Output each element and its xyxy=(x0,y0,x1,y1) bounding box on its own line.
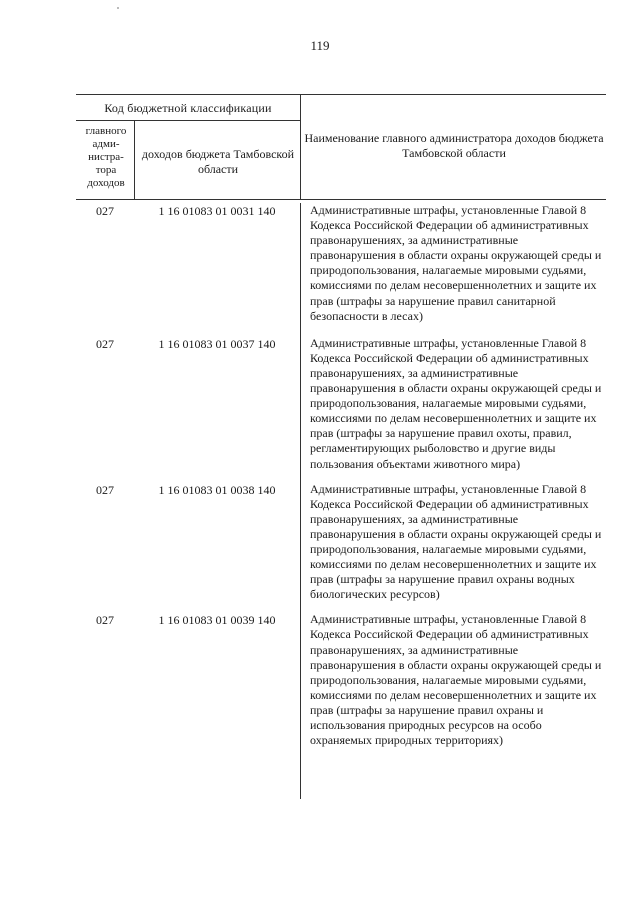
table-row xyxy=(76,203,606,324)
admin-code-cell: 027 xyxy=(96,482,114,497)
table-row xyxy=(76,612,606,748)
admin-code-cell: 027 xyxy=(96,336,114,351)
table-row xyxy=(76,482,606,603)
income-column-title: доходов бюджета Тамбовской области xyxy=(141,147,295,176)
name-cell: Административные штрафы, установленные Главой 8 Кодекса Российской Федерации об административных правонарушениях, за административные правонарушения в области охраны окружающей среды и природопользования, налагаемые мировыми судьями, комиссиями по делам несовершеннолетних и защите их прав (штрафы за нарушение правил санитарной безопасности в лесах) xyxy=(310,203,602,323)
income-code-cell: 1 16 01083 01 0031 140 xyxy=(158,204,276,218)
admin-code-cell: 027 xyxy=(96,204,114,218)
income-code-cell: 1 16 01083 01 0038 140 xyxy=(158,482,276,497)
header-code-divider xyxy=(134,120,135,199)
table-header xyxy=(76,94,606,200)
income-code-cell: 1 16 01083 01 0039 140 xyxy=(158,613,276,628)
table-row xyxy=(76,336,606,472)
name-cell: Административные штрафы, установленные Главой 8 Кодекса Российской Федерации об административных правонарушениях, за административные правонарушения в области охраны окружающей среды и природопользования, налагаемые мировыми судьями, комиссиями по делам несовершеннолетних и защите их прав (штрафы за нарушение правил охраны водных биологических ресурсов) xyxy=(310,481,602,602)
income-code-cell: 1 16 01083 01 0037 140 xyxy=(158,336,276,351)
page-number: 119 xyxy=(310,38,330,53)
scan-speck xyxy=(117,7,119,9)
budget-classification-table xyxy=(76,94,606,748)
name-column-title: Наименование главного администратора доходов бюджета Тамбовской области xyxy=(304,131,604,160)
admin-code-cell: 027 xyxy=(96,613,114,628)
header-divider xyxy=(300,95,301,199)
header-subdivider xyxy=(76,120,300,121)
table-body xyxy=(76,203,606,748)
code-group-title: Код бюджетной классификации xyxy=(104,101,272,115)
name-cell: Административные штрафы, установленные Главой 8 Кодекса Российской Федерации об административных правонарушениях, за административные правонарушения в области охраны окружающей среды и природопользования, налагаемые мировыми судьями, комиссиями по делам несовершеннолетних и защите их прав (штрафы за нарушение правил охоты, правил, регламентирующих рыболовство и другие виды пользования объектами животного мира) xyxy=(310,335,602,471)
admin-column-title: главного адми-нистра-тора доходов xyxy=(85,125,127,189)
name-cell: Административные штрафы, установленные Главой 8 Кодекса Российской Федерации об административных правонарушениях, за административные правонарушения в области охраны окружающей среды и природопользования, налагаемые мировыми судьями, комиссиями по делам несовершеннолетних и защите их прав (штрафы за нарушение правил охраны и использования природных ресурсов на особо охраняемых природных территориях) xyxy=(310,612,602,748)
